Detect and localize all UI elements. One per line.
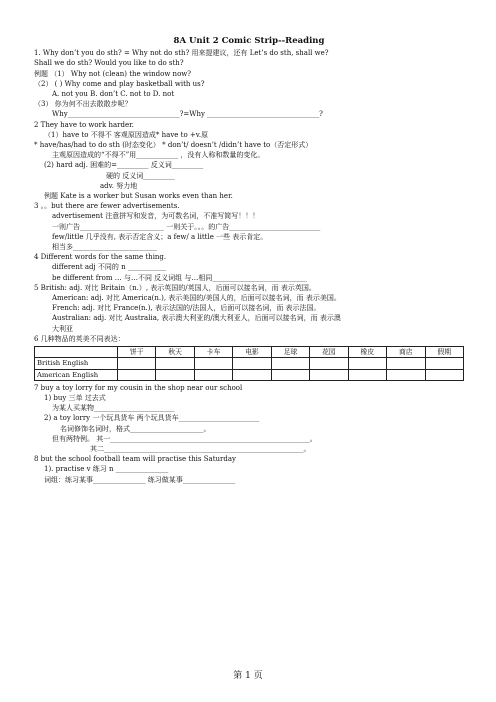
line-7: Why________________________________?=Why ________________________________? (52, 110, 323, 119)
line-27: Australian: adj. 对比 Australia, 表示澳大利亚的/澳大利亚人，后面可以接名词，而 表示澳 (52, 314, 341, 323)
line-14: adv. 努力地 (100, 181, 138, 190)
table-row-label: American English (35, 369, 118, 380)
answer-cell[interactable] (156, 369, 194, 380)
answer-cell[interactable] (348, 358, 386, 369)
answer-cell[interactable] (387, 369, 425, 380)
line-28: 大利亚 (52, 324, 73, 333)
table-cell: 卡车 (194, 347, 232, 358)
table-cell: 足球 (271, 347, 309, 358)
answer-cell[interactable] (387, 358, 425, 369)
line-16: 3 。。but there are fewer advertisements. (34, 202, 180, 211)
british-american-table (34, 346, 464, 381)
line-12: (2) hard adj. 困难的=_________ 反义词_________ (44, 161, 204, 170)
table-cell: 电影 (233, 347, 271, 358)
table-cell: 秋天 (156, 347, 194, 358)
answer-cell[interactable] (425, 369, 464, 380)
line-24: 5 British: adj. 对比 Britain（n.）, 表示英国的/英国人，后面可以接名词，而 表示英国。 (34, 283, 316, 292)
answer-cell[interactable] (233, 369, 271, 380)
answer-cell[interactable] (271, 358, 309, 369)
table-cell: 花园 (310, 347, 348, 358)
line-25: American: adj. 对比 America(n.), 表示美国的/美国人的，后面可以接名词，而 表示美国。 (52, 294, 341, 303)
answer-cell[interactable] (118, 369, 156, 380)
line-36: 其二_________________________________________________________。 (90, 444, 311, 453)
line-2: Shall we do sth? Would you like to do sth? (34, 59, 184, 68)
line-15: 例题 Kate is a worker but Susan works even than her. (44, 192, 233, 201)
page-title: 8A Unit 2 Comic Strip--Reading (173, 36, 325, 46)
line-6: （3） 你为何不出去散散步呢？ (34, 100, 132, 109)
line-39: 词组：练习某事_______________ 练习做某事_______________ (44, 475, 236, 484)
table-cell: 商店 (387, 347, 425, 358)
line-19: few/little 几乎没有, 表示否定含义；a few/ a little 一些 表示肯定。 (52, 232, 268, 241)
line-29: 6 几种物品的英美不同表达： (34, 334, 125, 343)
page-number: 第 1 页 (233, 671, 263, 681)
table-cell: 假期 (425, 347, 464, 358)
line-3: 例题 （1） Why not (clean) the window now? (34, 69, 192, 78)
line-33: 2) a toy lorry 一个玩具货车 两个玩具货车_______________________ (44, 414, 260, 423)
answer-cell[interactable] (310, 369, 348, 380)
table-row (35, 358, 464, 369)
table-cell: 橡皮 (348, 347, 386, 358)
answer-cell[interactable] (156, 358, 194, 369)
answer-cell[interactable] (194, 369, 232, 380)
answer-cell[interactable] (233, 358, 271, 369)
table-cell: 饼干 (118, 347, 156, 358)
line-37: 8 but the school football team will practise this Saturday (34, 455, 236, 464)
line-23: be different from … 与…不同 反义词组 与…相同___________________________ (52, 273, 307, 282)
line-31: 1) buy 三单 过去式 (44, 393, 106, 402)
answer-cell[interactable] (348, 369, 386, 380)
line-35: 但有两特例。 其一_________________________________________________________。 (52, 434, 317, 443)
line-32: 为某人买某物_______________________ (52, 404, 175, 413)
answer-cell[interactable] (194, 358, 232, 369)
line-30: 7 buy a toy lorry for my cousin in the shop near our school (34, 383, 243, 392)
line-26: French: adj. 对比 France(n.), 表示法国的/法国人，后面可以接名词，而 表示法国。 (52, 304, 321, 313)
line-8: 2 They have to work harder. (34, 120, 134, 129)
answer-cell[interactable] (271, 369, 309, 380)
line-20: 相当多________________________ (52, 243, 157, 252)
line-34: 名词修饰名词时，格式_____________________。 (60, 424, 211, 433)
line-17: advertisement 注意拼写和发音，为可数名词，不准写简写！！！ (52, 212, 260, 221)
line-13: 硬的 反义词_________ (106, 171, 175, 180)
line-1: 1. Why don’t you do sth? = Why not do sth? 用来提建议，还有 Let’s do sth, shall we? (34, 49, 329, 58)
answer-cell[interactable] (425, 358, 464, 369)
line-21: 4 Different words for the same thing. (34, 253, 167, 262)
table-cell (35, 347, 118, 358)
line-9: （1）have to 不得不 客观原因造成* have to +v.原 (44, 130, 209, 139)
answer-cell[interactable] (118, 358, 156, 369)
line-18: 一则广告________________________ 一则关于。。。的广告__________________________ (52, 222, 321, 231)
table-header-row (35, 347, 464, 358)
line-10: * have/has/had to do sth (时态变化） * don’t/ doesn’t /didn’t have to（否定形式） (34, 141, 313, 150)
line-22: different adj 不同的 n ___________ (52, 263, 167, 272)
line-38: 1). practise v 练习 n _______________ (44, 465, 169, 474)
line-5-options: A. not you B. don’t C. not to D. not (52, 90, 175, 99)
worksheet-page (34, 36, 464, 485)
line-11: 主观原因造成的“不得不”用____________ ，没有人称和数量的变化。 (52, 151, 265, 160)
table-row (35, 369, 464, 380)
line-4: （2） ( ) Why come and play basketball with us? (34, 79, 205, 88)
answer-cell[interactable] (310, 358, 348, 369)
table-row-label: British English (35, 358, 118, 369)
